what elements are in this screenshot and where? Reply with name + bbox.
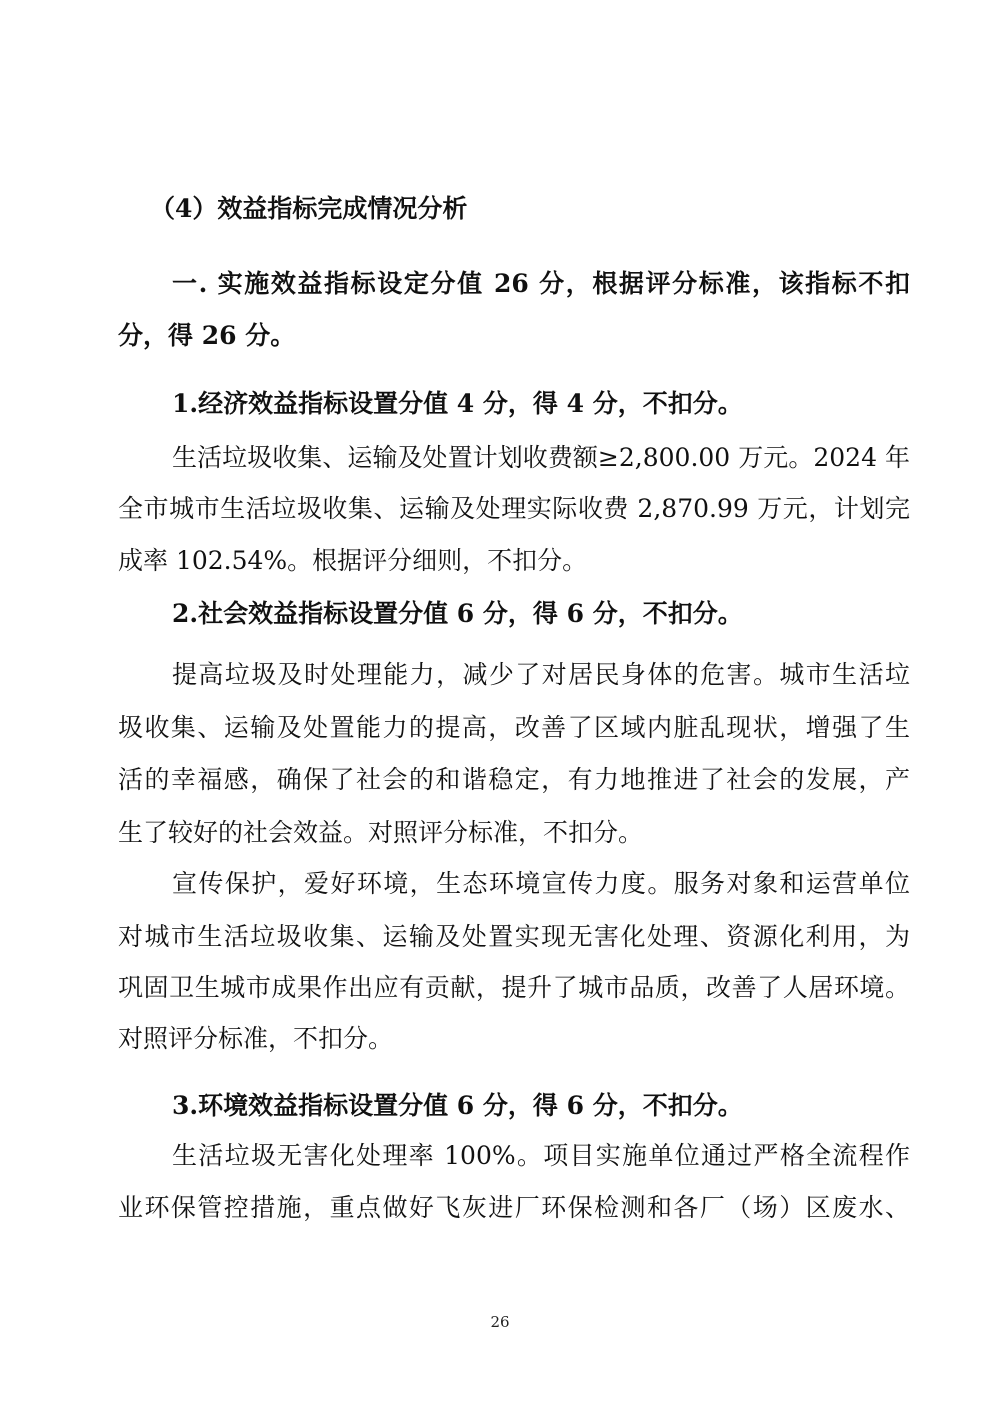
section-heading: （4）效益指标完成情况分析 xyxy=(150,194,468,223)
economic-text-line-3: 成率 102.54%。根据评分细则，不扣分。 xyxy=(118,546,588,575)
economic-heading: 1.经济效益指标设置分值 4 分，得 4 分，不扣分。 xyxy=(172,389,743,418)
environment-text-line-1: 生活垃圾无害化处理率 100%。项目实施单位通过严格全流程作 xyxy=(172,1141,910,1170)
part-one-heading-line-2: 分，得 26 分。 xyxy=(118,321,296,350)
social-heading: 2.社会效益指标设置分值 6 分，得 6 分，不扣分。 xyxy=(172,599,743,628)
social-para1-line-1: 提高垃圾及时处理能力，减少了对居民身体的危害。城市生活垃 xyxy=(172,660,910,689)
part-one-heading-line-1: 一. 实施效益指标设定分值 26 分，根据评分标准，该指标不扣 xyxy=(172,269,910,298)
economic-text-line-1: 生活垃圾收集、运输及处置计划收费额≥2,800.00 万元。2024 年 xyxy=(172,443,910,472)
social-para2-line-1: 宣传保护，爱好环境，生态环境宣传力度。服务对象和运营单位 xyxy=(172,869,910,898)
social-para1-line-4: 生了较好的社会效益。对照评分标准，不扣分。 xyxy=(118,818,644,847)
page-number: 26 xyxy=(490,1313,510,1331)
environment-heading: 3.环境效益指标设置分值 6 分，得 6 分，不扣分。 xyxy=(172,1091,743,1120)
social-para1-line-3: 活的幸福感，确保了社会的和谐稳定，有力地推进了社会的发展，产 xyxy=(118,765,910,794)
economic-text-line-2: 全市城市生活垃圾收集、运输及处理实际收费 2,870.99 万元，计划完 xyxy=(118,494,910,523)
environment-text-line-2: 业环保管控措施，重点做好飞灰进厂环保检测和各厂（场）区废水、 xyxy=(118,1193,910,1222)
social-para2-line-4: 对照评分标准，不扣分。 xyxy=(118,1024,394,1053)
social-para2-line-2: 对城市生活垃圾收集、运输及处置实现无害化处理、资源化利用，为 xyxy=(118,922,910,951)
social-para1-line-2: 圾收集、运输及处置能力的提高，改善了区域内脏乱现状，增强了生 xyxy=(118,713,910,742)
social-para2-line-3: 巩固卫生城市成果作出应有贡献，提升了城市品质，改善了人居环境。 xyxy=(118,973,910,1002)
